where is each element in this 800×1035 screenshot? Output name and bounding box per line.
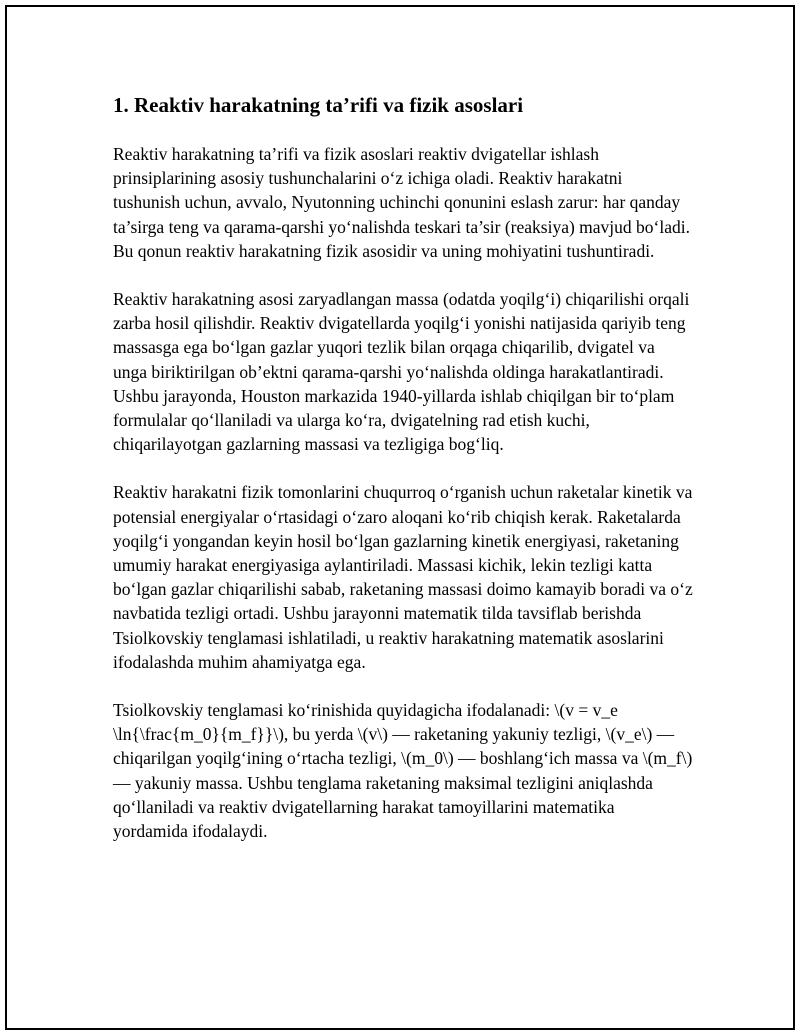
- paragraph-4: Tsiolkovskiy tenglamasi ko‘rinishida quyidagicha ifodalanadi: \(v = v_e \ln{\frac{m_0}{m_f}}\), bu yerda \(v\) — raketaning yakuniy tezligi, \(v_e\) — chiqarilgan yoqilg‘ining o‘rtacha tezligi, \(m_0\) — boshlang‘ich massa va \(m_f\) — yakuniy massa. Ushbu tenglama raketaning maksimal tezligini aniqlashda qo‘llaniladi va reaktiv dvigatellarning harakat tamoyillarini matematika yordamida ifodalaydi.: [113, 700, 693, 842]
- section-heading: 1. Reaktiv harakatning ta’rifi va fizik asoslari: [113, 93, 524, 117]
- paragraph-2: Reaktiv harakatning asosi zaryadlangan massa (odatda yoqilg‘i) chiqarilishi orqali zarba hosil qilishdir. Reaktiv dvigatellarda yoqilg‘i yonishi natijasida qariyib teng massasga ega bo‘lgan gazlar yuqori tezlik bilan orqaga chiqarilib, dvigatel va unga biriktirilgan ob’ektni qarama-qarshi yo‘nalishda oldinga harakatlantiradi. Ushbu jarayonda, Houston markazida 1940-yillarda ishlab chiqilgan bir to‘plam formulalar qo‘llaniladi va ularga ko‘ra, dvigatelning rad etish kuchi, chiqarilayotgan gazlarning massasi va tezligiga bog‘liq.: [113, 289, 690, 455]
- paragraph-1: Reaktiv harakatning ta’rifi va fizik asoslari reaktiv dvigatellar ishlash prinsiplarining asosiy tushunchalarini o‘z ichiga oladi. Reaktiv harakatni tushunish uchun, avvalo, Nyutonning uchinchi qonunini eslash zarur: har qanday ta’sirga teng va qarama-qarshi yo‘nalishda teskari ta’sir (reaksiya) mavjud bo‘ladi. Bu qonun reaktiv harakatning fizik asosidir va uning mohiyatini tushuntiradi.: [113, 144, 690, 261]
- document-content: [113, 90, 693, 867]
- paragraph-3: Reaktiv harakatni fizik tomonlarini chuqurroq o‘rganish uchun raketalar kinetik va potensial energiyalar o‘rtasidagi o‘zaro aloqani ko‘rib chiqish kerak. Raketalarda yoqilg‘i yongandan keyin hosil bo‘lgan gazlarning kinetik energiyasi, raketaning umumiy harakat energiyasiga aylantiriladi. Massasi kichik, lekin tezligi katta bo‘lgan gazlar chiqarilishi sabab, raketaning massasi doimo kamayib boradi va o‘z navbatida tezligi ortadi. Ushbu jarayonni matematik tilda tavsiflab berishda Tsiolkovskiy tenglamasi ishlatiladi, u reaktiv harakatning matematik asoslarini ifodalashda muhim ahamiyatga ega.: [113, 482, 693, 672]
